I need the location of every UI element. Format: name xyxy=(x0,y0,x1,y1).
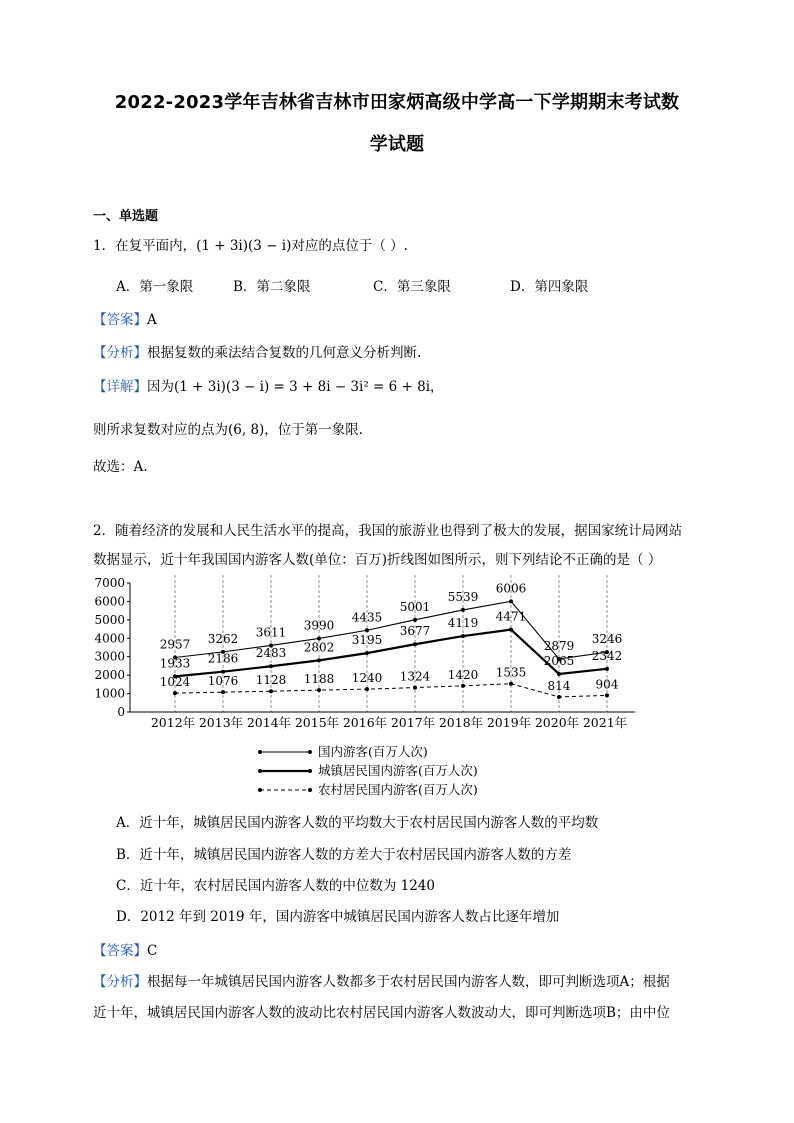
data-label: 2802 xyxy=(303,640,335,655)
data-label: 1076 xyxy=(207,674,239,689)
data-point xyxy=(605,667,609,671)
data-label: 3262 xyxy=(207,631,239,646)
data-label: 1024 xyxy=(159,675,191,690)
y-tick-label: 6000 xyxy=(94,594,125,609)
data-label: 2065 xyxy=(543,653,575,668)
answer-tag: 【答案】 xyxy=(93,312,147,328)
x-tick-label: 2014年 xyxy=(246,715,292,730)
q1-detail xyxy=(93,375,444,395)
data-label: 2342 xyxy=(591,648,623,663)
data-label: 1324 xyxy=(399,669,431,684)
x-tick-label: 2019年 xyxy=(486,715,532,730)
data-label: 2483 xyxy=(255,646,287,661)
data-label: 2879 xyxy=(543,638,575,653)
q1-detail-suffix: ， xyxy=(430,379,444,395)
data-label: 3195 xyxy=(351,633,383,648)
section-heading: 一、单选题 xyxy=(93,209,159,224)
data-label: 1535 xyxy=(495,665,527,680)
q1-answer-value: A xyxy=(147,312,157,328)
data-point xyxy=(509,628,513,632)
q2-stem-line2: 数据显示，近十年我国国内游客人数(单位：百万)折线图如图所示，则下列结论不正确的是（ ） xyxy=(93,552,662,568)
series-line xyxy=(175,684,607,697)
q1-option-a: A．第一象限 xyxy=(116,279,194,295)
data-label: 1933 xyxy=(159,656,191,671)
legend-marker xyxy=(258,788,262,792)
y-tick-label: 5000 xyxy=(94,612,125,627)
data-point xyxy=(509,682,513,686)
data-label: 1420 xyxy=(447,667,479,682)
legend-label: 城镇居民国内游客(百万人次) xyxy=(318,763,478,778)
q2-analysis-line1 xyxy=(93,970,670,990)
data-label: 5001 xyxy=(399,599,431,614)
legend-marker xyxy=(308,788,312,792)
q1-detail-prefix: 因为 xyxy=(147,379,174,395)
data-label: 4435 xyxy=(351,610,383,625)
q1-option-d: D．第四象限 xyxy=(510,279,589,295)
data-label: 1240 xyxy=(351,671,383,686)
doc-title-line1: 2022-2023学年吉林省吉林市田家炳高级中学高一下学期期末考试数 xyxy=(114,92,680,113)
data-point xyxy=(461,634,465,638)
q1-choose: 故选：A. xyxy=(93,459,148,475)
legend-marker xyxy=(308,769,312,773)
q1-option-b: B．第二象限 xyxy=(233,279,311,295)
detail-tag: 【详解】 xyxy=(93,379,147,395)
y-tick-label: 0 xyxy=(117,705,125,719)
data-label: 6006 xyxy=(495,581,527,596)
data-point xyxy=(317,658,321,662)
data-point xyxy=(221,690,225,694)
data-label: 3246 xyxy=(591,632,623,647)
x-tick-label: 2021年 xyxy=(582,715,628,730)
x-tick-label: 2020年 xyxy=(534,715,580,730)
q2-option-d: D．2012 年到 2019 年，国内游客中城镇居民国内游客人数占比逐年增加 xyxy=(116,909,560,925)
q2-answer xyxy=(93,939,157,959)
data-point xyxy=(557,672,561,676)
data-point xyxy=(413,686,417,690)
y-tick-label: 7000 xyxy=(94,576,125,590)
legend-marker xyxy=(308,750,312,754)
x-tick-label: 2015年 xyxy=(294,715,340,730)
x-tick-label: 2016年 xyxy=(342,715,388,730)
data-label: 4471 xyxy=(495,609,527,624)
data-point xyxy=(317,688,321,692)
data-point xyxy=(461,608,465,612)
analysis-tag: 【分析】 xyxy=(93,974,147,990)
data-point xyxy=(173,691,177,695)
q2-stem-line1: 2．随着经济的发展和人民生活水平的提高，我国的旅游业也得到了极大的发展，据国家统计局网站 xyxy=(93,523,683,539)
data-label: 1188 xyxy=(303,672,335,687)
y-tick-label: 4000 xyxy=(94,631,125,646)
data-label: 3990 xyxy=(303,618,335,633)
doc-title-line2: 学试题 xyxy=(369,134,425,155)
legend-marker xyxy=(258,750,262,754)
q1-stem-math: (1 + 3i)(3 − i) xyxy=(196,238,292,254)
q2-analysis-text1: 根据每一年城镇居民国内游客人数都多于农村居民国内游客人数，即可判断选项A；根据 xyxy=(147,974,670,990)
data-point xyxy=(365,628,369,632)
data-point xyxy=(269,689,273,693)
data-label: 904 xyxy=(595,677,619,692)
data-point xyxy=(221,670,225,674)
data-point xyxy=(509,599,513,603)
legend-marker xyxy=(258,769,262,773)
data-label: 3677 xyxy=(399,624,431,639)
x-tick-label: 2018年 xyxy=(438,715,484,730)
tourist-line-chart xyxy=(80,570,680,802)
data-label: 5539 xyxy=(447,589,479,604)
x-tick-label: 2012年 xyxy=(150,715,196,730)
q1-detail2-math: (6, 8) xyxy=(228,422,265,438)
q2-answer-value: C xyxy=(147,943,158,959)
data-point xyxy=(413,642,417,646)
data-point xyxy=(461,684,465,688)
series-line xyxy=(175,630,607,677)
q1-detail-math: (1 + 3i)(3 − i) = 3 + 8i − 3i² = 6 + 8i xyxy=(174,379,431,395)
q1-detail-2 xyxy=(93,418,363,438)
data-label: 1128 xyxy=(255,673,287,688)
x-tick-label: 2013年 xyxy=(198,715,244,730)
data-point xyxy=(605,693,609,697)
data-label: 4119 xyxy=(447,616,479,631)
q1-analysis-text: 根据复数的乘法结合复数的几何意义分析判断. xyxy=(147,345,422,361)
data-point xyxy=(557,695,561,699)
q2-option-c: C．近十年，农村居民国内游客人数的中位数为 1240 xyxy=(116,878,435,894)
analysis-tag: 【分析】 xyxy=(93,345,147,361)
q1-option-c: C．第三象限 xyxy=(373,279,451,295)
data-label: 2957 xyxy=(159,637,191,652)
data-point xyxy=(413,618,417,622)
answer-tag: 【答案】 xyxy=(93,943,147,959)
y-tick-label: 3000 xyxy=(94,649,125,664)
data-point xyxy=(269,664,273,668)
data-point xyxy=(365,687,369,691)
q2-analysis-line2: 近十年，城镇居民国内游客人数的波动比农村居民国内游客人数波动大，即可判断选项B；由中位 xyxy=(93,1005,670,1021)
data-point xyxy=(365,651,369,655)
q2-option-b: B．近十年，城镇居民国内游客人数的方差大于农村居民国内游客人数的方差 xyxy=(116,847,572,863)
q1-analysis xyxy=(93,341,421,361)
y-tick-label: 2000 xyxy=(94,668,125,683)
legend-label: 农村居民国内游客(百万人次) xyxy=(318,782,478,797)
q1-detail2-prefix: 则所求复数对应的点为 xyxy=(93,422,228,438)
data-label: 814 xyxy=(547,678,571,693)
q1-detail2-suffix: ，位于第一象限. xyxy=(264,422,364,438)
q1-stem xyxy=(93,234,408,254)
q1-stem-suffix: 对应的点位于（ ）. xyxy=(291,238,408,254)
q2-option-a: A．近十年，城镇居民国内游客人数的平均数大于农村居民国内游客人数的平均数 xyxy=(116,815,599,831)
data-label: 3611 xyxy=(255,625,287,640)
q1-answer xyxy=(93,308,157,328)
x-tick-label: 2017年 xyxy=(390,715,436,730)
y-tick-label: 1000 xyxy=(94,686,125,701)
legend-label: 国内游客(百万人次) xyxy=(318,744,428,759)
q1-stem-prefix: 1．在复平面内， xyxy=(93,238,197,254)
series-line xyxy=(175,601,607,659)
data-label: 2186 xyxy=(207,651,239,666)
